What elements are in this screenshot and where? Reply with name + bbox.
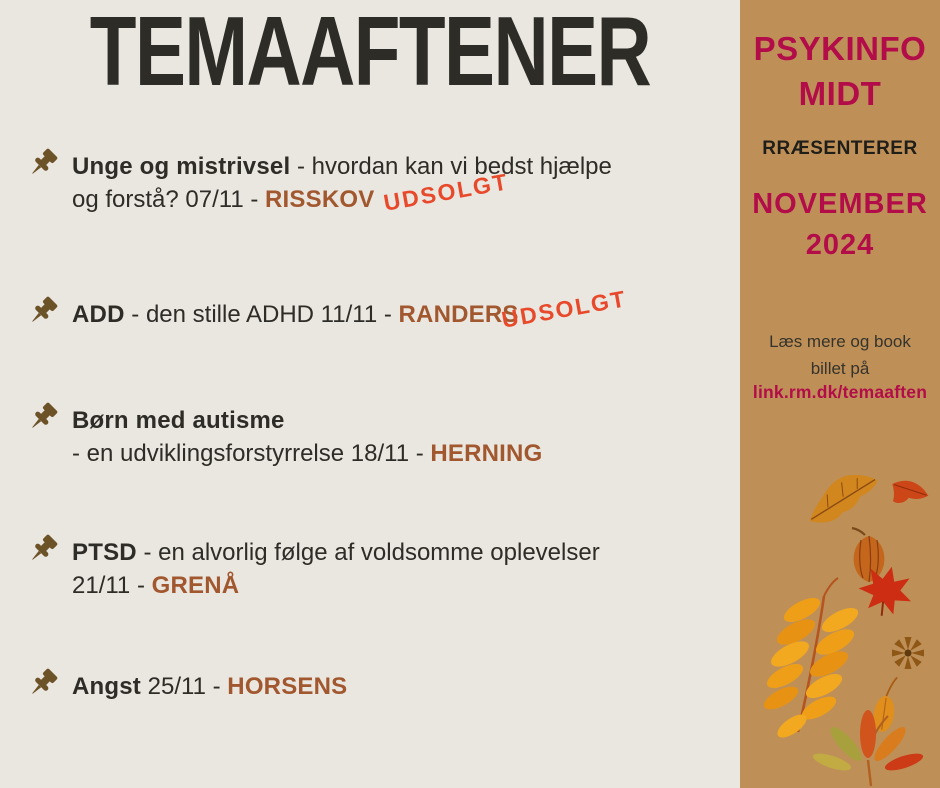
month-line1: NOVEMBER	[752, 188, 928, 220]
event-description: - en udviklingsforstyrrelse 18/11 -	[72, 440, 431, 467]
booking-link: link.rm.dk/temaaften	[752, 382, 928, 402]
pushpin-icon	[24, 665, 61, 702]
rowan-leaf-icon	[760, 578, 861, 742]
event-text	[72, 404, 692, 470]
soldout-badge: UDSOLGT	[499, 285, 629, 333]
pushpin-icon	[24, 399, 61, 436]
event-text	[72, 536, 692, 602]
page-title: TEMAAFTENER	[89, 0, 651, 106]
org-name-line2: MIDT	[798, 75, 882, 112]
event-text	[72, 670, 692, 703]
event-text	[72, 150, 692, 216]
org-name	[740, 26, 940, 116]
event-location: HORSENS	[227, 673, 348, 700]
soldout-badge: UDSOLGT	[381, 168, 511, 216]
month-line2: 2024	[805, 229, 875, 261]
event-item-born-med-autisme	[0, 404, 740, 470]
pushpin-icon	[24, 293, 61, 330]
pushpin-icon	[24, 531, 61, 568]
event-description: - en alvorlig følge af voldsomme oplevelser	[136, 539, 600, 566]
event-description: - den stille ADHD 11/11 -	[124, 301, 399, 328]
event-item-ptsd	[0, 536, 740, 602]
oak-leaf-icon	[799, 465, 885, 528]
event-date: og forstå? 07/11 -	[72, 186, 266, 213]
event-title: Unge og mistrivsel	[72, 153, 291, 180]
org-name-line1: PSYKINFO	[753, 30, 927, 67]
event-title: PTSD	[72, 539, 137, 566]
event-date: 21/11 -	[72, 572, 152, 599]
event-date: 25/11 -	[141, 673, 228, 700]
autumn-decorations	[740, 438, 940, 788]
event-title: ADD	[72, 301, 125, 328]
event-location: GRENÅ	[151, 572, 240, 599]
event-item-unge-og-mistrivsel	[0, 150, 740, 216]
star-anise-icon	[892, 637, 924, 669]
creeper-leaf-icon	[811, 710, 925, 786]
physalis-icon	[852, 528, 884, 582]
presents-label: RRÆSENTERER	[762, 138, 918, 159]
red-leaf-icon	[887, 476, 931, 511]
month-label	[740, 184, 940, 266]
event-description: - hvordan kan vi bedst hjælpe	[290, 153, 612, 180]
event-title: Børn med autisme	[72, 407, 285, 434]
event-item-add	[0, 298, 740, 331]
event-location: RISSKOV	[265, 186, 375, 213]
event-location: HERNING	[430, 440, 543, 467]
event-location: RANDERS	[398, 301, 519, 328]
small-leaf-icon	[871, 675, 899, 733]
cta-line1: Læs mere og book	[769, 332, 911, 351]
event-title: Angst	[72, 673, 141, 700]
cta-text	[740, 328, 940, 382]
event-item-angst	[0, 670, 740, 703]
cta-line2: billet på	[810, 359, 870, 378]
pushpin-icon	[24, 145, 61, 182]
